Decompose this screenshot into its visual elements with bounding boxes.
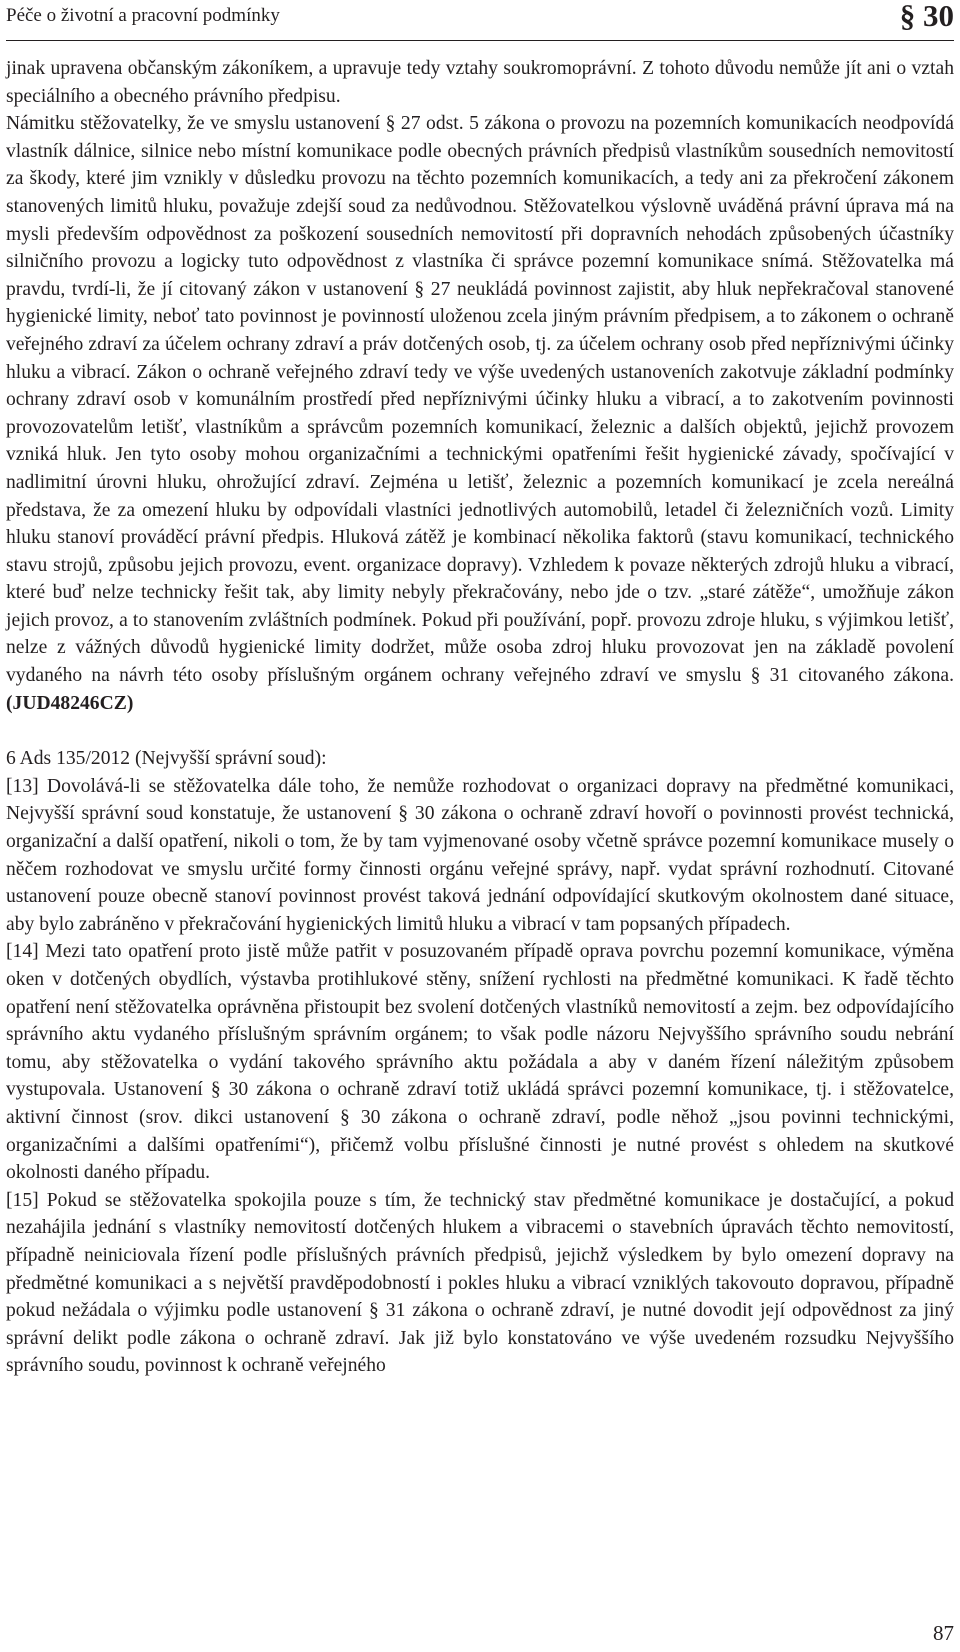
case-citation: 6 Ads 135/2012 (Nejvyšší správní soud):: [6, 748, 327, 770]
section-number: § 30: [899, 0, 954, 33]
paragraph-continuation: jinak upravena občanským zákoníkem, a upravuje tedy vztahy soukromoprávní. Z tohoto důvodu nemůže jít ani o vztah speciálního a obecného právního předpisu.: [6, 58, 954, 107]
paragraph-objection: [6, 110, 954, 717]
paragraph-gap: [6, 717, 954, 745]
reference-code: (JUD48246CZ): [6, 692, 134, 714]
running-title: Péče o životní a pracovní podmínky: [6, 5, 280, 26]
page-header: [6, 0, 954, 41]
paragraph-14: [14] Mezi tato opatření proto jistě může patřit v posuzovaném případě oprava povrchu pozemní komunikace, výměna oken v dotčených obydlích, výstavba protihlukové stěny, snížení rychlosti na předmětné komunikaci. K řadě těchto opatření není stěžovatelka oprávněna přistoupit bez svolení dotčených vlastníků nemovitostí a zejm. bez odpovídajícího správního aktu vydaného příslušným správním orgánem; to však podle názoru Nejvyššího správního soudu nebrání tomu, aby stěžovatelka o vydání takového správního aktu požádala a aby v daném řízení náležitým způsobem vystupovala. Ustanovení § 30 zákona o ochraně zdraví totiž ukládá správci pozemní komunikace, tj. i stěžovatelce, aktivní činnost (srov. dikci ustanovení § 30 zákona o ochraně zdraví, podle něhož „jsou povinni technickými, organizačními a dalšími opatřeními“), přičemž volbu příslušné činnosti je nutné provést s ohledem na skutkové okolnosti daného případu.: [6, 941, 954, 1184]
paragraph-15: [15] Pokud se stěžovatelka spokojila pouze s tím, že technický stav předmětné komunikace je dostačující, a pokud nezahájila jednání s vlastníky nemovitostí dotčených hlukem a vibracemi o stavebních úpravách těchto nemovitostí, případně neiniciovala řízení podle příslušných právních předpisů, jejichž výsledkem by bylo omezení dopravy na předmětné komunikaci a s největší pravděpodobností i pokles hluku a vibrací vzniklých takovouto dopravou, případně pokud nežádala o výjimku podle ustanovení § 31 zákona o ochraně zdraví, je nutné dovodit její odpovědnost za jiný správní delikt podle zákona o ochraně zdraví. Jak již bylo konstatováno ve výše uvedeném rozsudku Nejvyššího správního soudu, povinnost k ochraně veřejného: [6, 1189, 954, 1377]
document-body: [6, 55, 954, 1380]
paragraph-13: [13] Dovolává-li se stěžovatelka dále toho, že nemůže rozhodovat o organizaci dopravy na předmětné komunikaci, Nejvyšší správní soud konstatuje, že ustanovení § 30 zákona o ochraně zdraví hovoří o povinnosti provést technická, organizační a další opatření, nikoli o tom, že by tam vyjmenované osoby včetně správce pozemní komunikace musely o něčem rozhodovat ve smyslu určité formy činnosti orgánu veřejné správy, např. vydat správní rozhodnutí. Citované ustanovení pouze obecně stanoví povinnost provést taková jednání odpovídající skutkovým okolnostem dané situace, aby bylo zabráněno v překračování hygienických limitů hluku a vibrací v tam popsaných případech.: [6, 775, 954, 935]
paragraph-objection-text: Námitku stěžovatelky, že ve smyslu ustanovení § 27 odst. 5 zákona o provozu na pozemních komunikacích neodpovídá vlastník dálnice, silnice nebo místní komunikace podle obecných právních předpisů vlastníkům sousedních nemovitostí za škody, které jim vznikly v důsledku provozu na těchto pozemních komunikacích, a tedy ani za překročení zákonem stanovených limitů hluku, považuje zdejší soud za nedůvodnou. Stěžovatelkou výslovně uváděná právní úprava má na mysli především odpovědnost za poškození sousedních nemovitostí při dopravních nehodách způsobených účastníky silničního provozu a logicky tuto odpovědnost z vlastníka či správce pozemní komunikace snímá. Stěžovatelka má pravdu, tvrdí-li, že jí citovaný zákon v ustanovení § 27 neukládá povinnost zajistit, aby hluk nepřekračoval stanovené hygienické limity, neboť tato povinnost je povinností uloženou zcela jiným právním předpisem, a to zákonem o ochraně veřejného zdraví za účelem ochrany zdraví a práv dotčených osob, tj. za účelem ochrany osob před nepříznivými účinky hluku a vibrací. Zákon o ochraně veřejného zdraví tedy ve výše uvedených ustanoveních zakotvuje základní podmínky ochrany zdraví osob v komunálním prostředí před nepříznivými účinky hluku a vibrací, a to zakotvením povinnosti provozovatelům letišť, vlastníkům a správcům pozemních komunikací, železnic a dalších objektů, jejichž provozem vzniká hluk. Jen tyto osoby mohou organizačními a technickými opatřeními řešit hygienické závady, spočívající v nadlimitní úrovni hluku, ohrožující zdraví. Zejména u letišť, železnic a pozemních komunikací je zcela nereálná představa, že za omezení hluku by odpovídali vlastníci jednotlivých automobilů, letadel či železničních vozů. Limity hluku stanoví prováděcí právní předpis. Hluková zátěž je kombinací několika faktorů (stavu komunikací, technického stavu strojů, způsobu jejich provozu, event. organizace dopravy). Vzhledem k povaze některých zdrojů hluku a vibrací, které buď nelze technicky řešit tak, aby limity nebyly překračovány, nebo jde o tzv. „staré zátěže“, umožňuje zákon jejich provoz, a to stanovením zvláštních podmínek. Pokud při používání, popř. provozu zdroje hluku, s výjimkou letišť, nelze z vážných důvodů hygienické limity dodržet, může osoba zdroj hluku provozovat jen na základě povolení vydaného na návrh této osoby příslušným orgánem ochrany veřejného zdraví ve smyslu § 31 citovaného zákona.: [6, 113, 954, 687]
page-number: 87: [933, 1621, 954, 1645]
